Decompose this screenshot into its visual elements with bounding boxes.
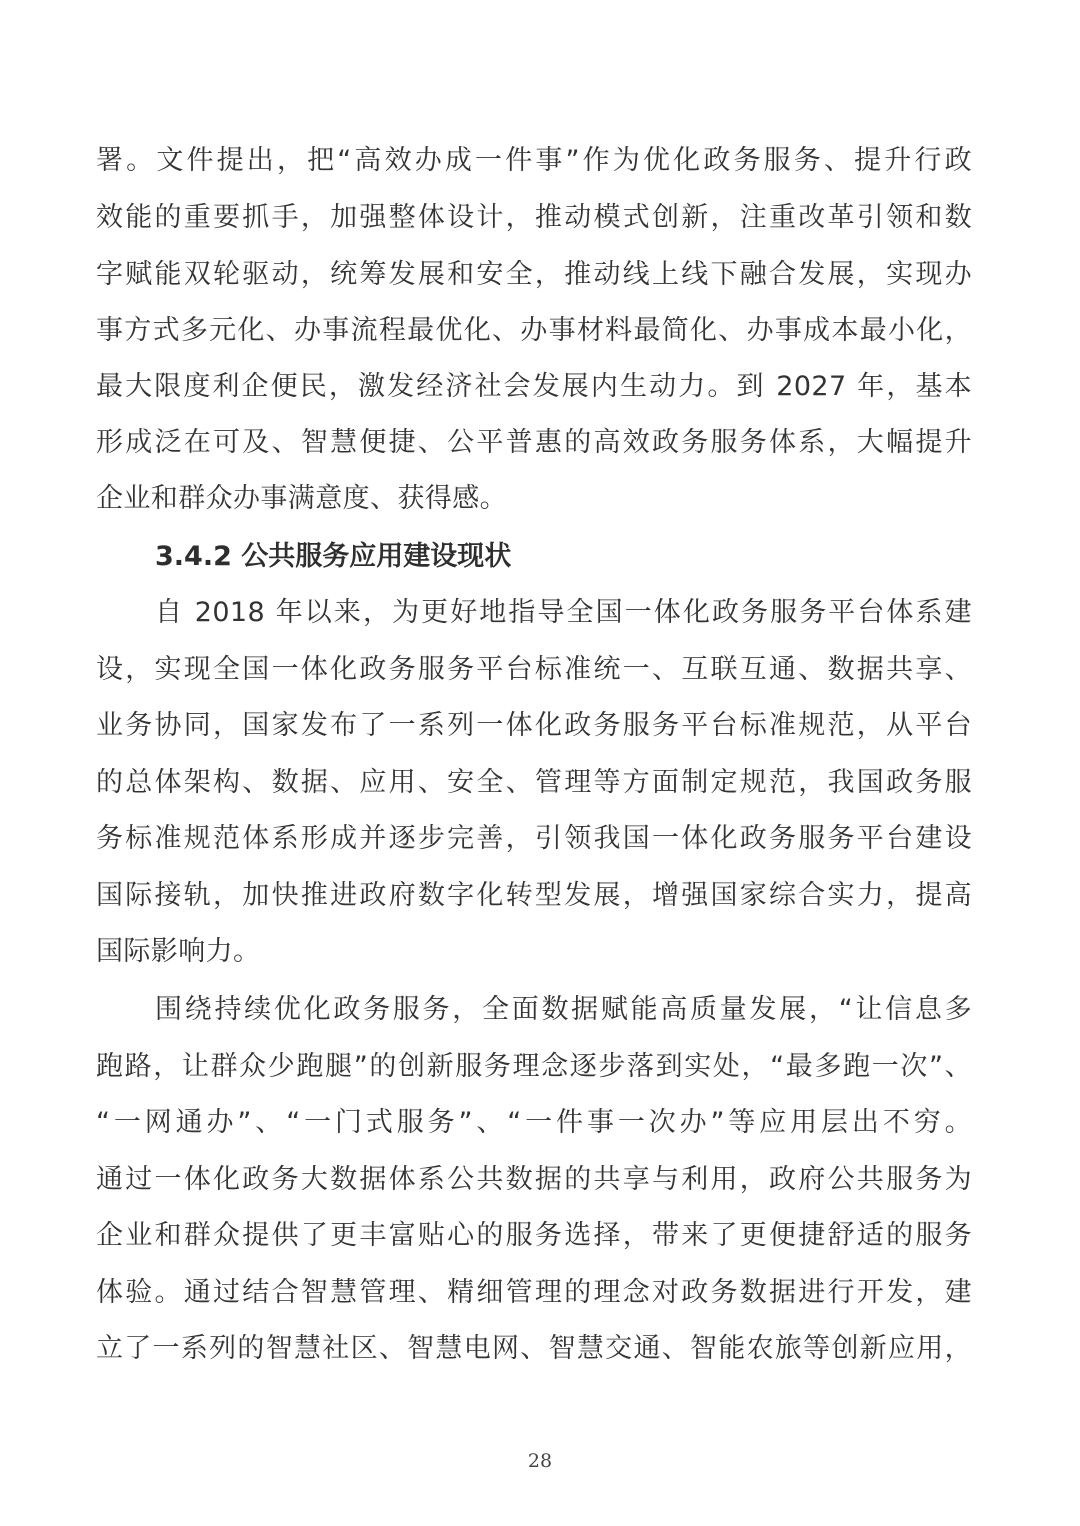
text-line: 跑路，让群众少跑腿”的创新服务理念逐步落到实处，“最多跑一次”、 [96,1051,972,1082]
text-line: 的总体架构、数据、应用、安全、管理等方面制定规范，我国政务服 [96,767,972,798]
text-line: 立了一系列的智慧社区、智慧电网、智慧交通、智能农旅等创新应用， [96,1333,972,1364]
text-line: 设，实现全国一体化政务服务平台标准统一、互联互通、数据共享、 [96,654,972,685]
text-line: 效能的重要抓手，加强整体设计，推动模式创新，注重改革引领和数 [96,202,972,233]
text-line: 企业和群众办事满意度、获得感。 [96,483,507,514]
text-line: 署。文件提出，把“高效办成一件事”作为优化政务服务、提升行政 [96,145,972,176]
page-number: 28 [527,1450,553,1472]
text-line: 企业和群众提供了更丰富贴心的服务选择，带来了更便捷舒适的服务 [96,1220,972,1251]
text-line: 务标准规范体系形成并逐步完善，引领我国一体化政务服务平台建设 [96,823,972,854]
text-line: 最大限度利企便民，激发经济社会发展内生动力。到 2027 年，基本 [96,371,972,402]
text-line: 字赋能双轮驱动，统筹发展和安全，推动线上线下融合发展，实现办 [96,259,972,290]
section-heading: 3.4.2 公共服务应用建设现状 [155,541,512,572]
text-line: 事方式多元化、办事流程最优化、办事材料最简化、办事成本最小化， [96,315,972,346]
text-line: 自 2018 年以来，为更好地指导全国一体化政务服务平台体系建 [155,597,972,628]
text-line: 围绕持续优化政务服务，全面数据赋能高质量发展，“让信息多 [155,994,972,1025]
text-line: 业务协同，国家发布了一系列一体化政务服务平台标准规范，从平台 [96,710,972,741]
text-line: 国际影响力。 [96,936,261,967]
text-line: 通过一体化政务大数据体系公共数据的共享与利用，政府公共服务为 [96,1164,972,1195]
text-line: 体验。通过结合智慧管理、精细管理的理念对政务数据进行开发，建 [96,1277,972,1308]
text-line: 国际接轨，加快推进政府数字化转型发展，增强国家综合实力，提高 [96,880,972,911]
text-line: “一网通办”、“一门式服务”、“一件事一次办”等应用层出不穷。 [96,1107,972,1138]
text-line: 形成泛在可及、智慧便捷、公平普惠的高效政务服务体系，大幅提升 [96,427,972,458]
